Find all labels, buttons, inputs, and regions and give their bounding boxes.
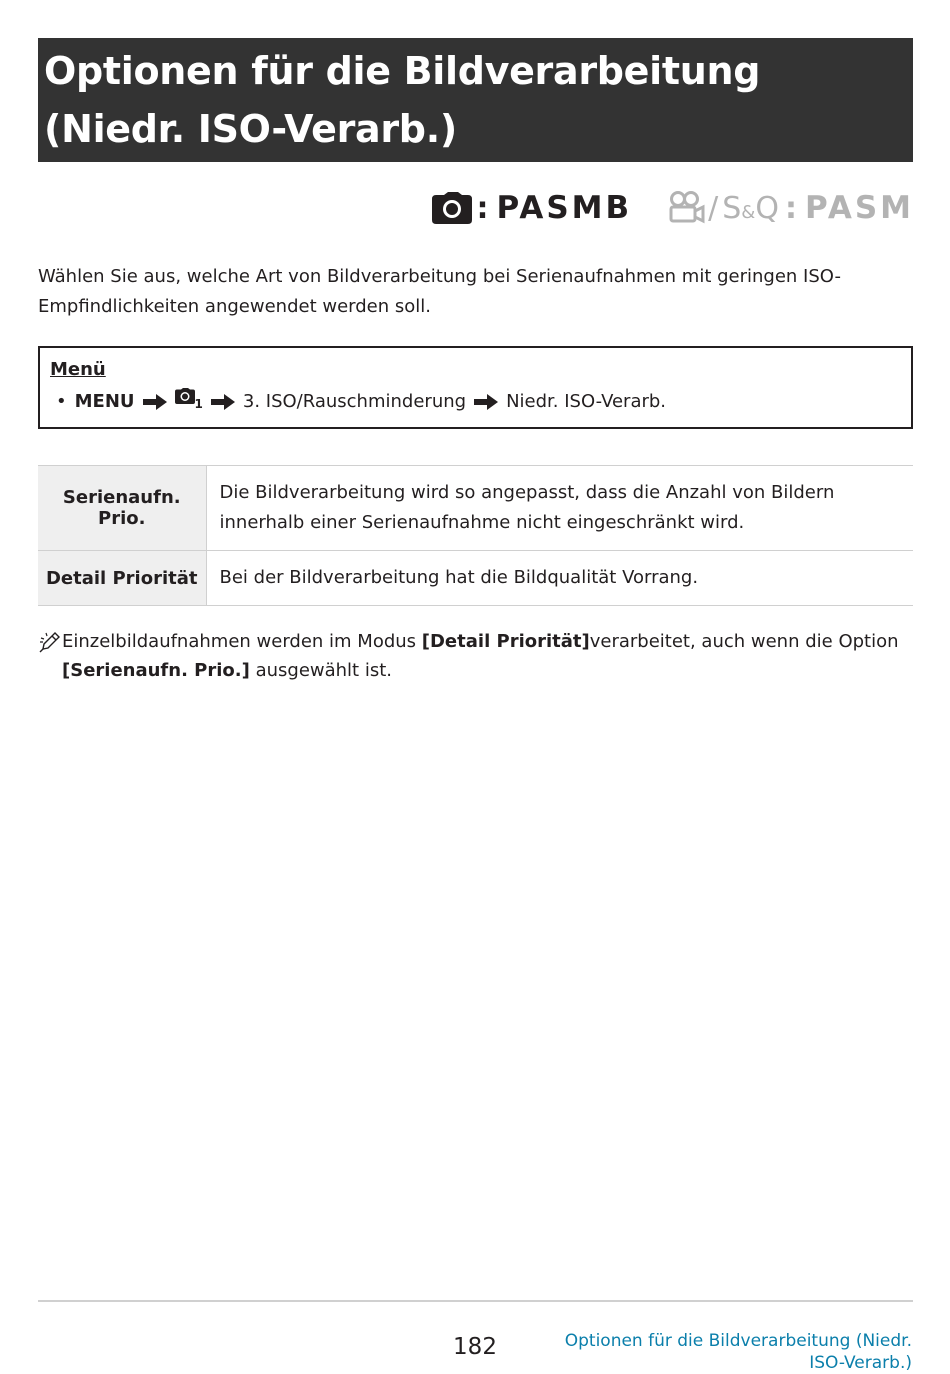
table-row xyxy=(38,551,913,606)
menu-tab-number: 1 xyxy=(194,397,203,411)
option-description: Die Bildverarbeitung wird so angepasst, dass die Anzahl von Bildern innerhalb einer Serienaufnahme nicht eingeschränkt wird. xyxy=(206,466,913,551)
menu-bullet: • xyxy=(56,390,67,412)
camera-icon xyxy=(432,192,472,224)
movie-camera-icon xyxy=(668,191,706,225)
menu-tab xyxy=(175,384,203,419)
still-modes-colon: : xyxy=(476,190,489,226)
option-name: Serienaufn. Prio. xyxy=(38,466,206,551)
sq-q: Q xyxy=(755,190,779,226)
mode-slash: / xyxy=(708,190,719,226)
camera-tab-icon xyxy=(175,388,195,404)
movie-modes xyxy=(668,190,914,226)
mode-indicator xyxy=(410,186,914,230)
sq-mode xyxy=(722,191,779,226)
sq-s: S xyxy=(722,190,742,226)
table-row xyxy=(38,466,913,551)
tip-text-before: Einzelbildaufnahmen werden im Modus xyxy=(62,631,422,652)
tip-pen-icon xyxy=(38,630,62,654)
menu-step-item: Niedr. ISO-Verarb. xyxy=(506,390,667,412)
tip-note xyxy=(38,627,914,685)
arrow-right-icon xyxy=(474,394,498,410)
page-title: Optionen für die Bildverarbeitung (Niedr. ISO-Verarb.) xyxy=(44,49,761,151)
menu-box xyxy=(38,346,913,429)
option-name: Detail Priorität xyxy=(38,551,206,606)
arrow-right-icon xyxy=(143,394,167,410)
tip-bold-serien: [Serienaufn. Prio.] xyxy=(62,660,250,681)
tip-line xyxy=(38,627,914,656)
tip-line xyxy=(38,656,914,685)
option-description: Bei der Bildverarbeitung hat die Bildqualität Vorrang. xyxy=(206,551,913,606)
movie-mode-letters: PASM xyxy=(804,190,914,226)
section-link[interactable]: Optionen für die Bildverarbeitung (Niedr. ISO-Verarb.) xyxy=(564,1331,912,1373)
title-bar xyxy=(38,38,913,162)
tip-text xyxy=(62,627,899,656)
intro-text: Wählen Sie aus, welche Art von Bildverarbeitung bei Serienaufnahmen mit geringen ISO-Empfindlichkeiten angewendet werden soll. xyxy=(38,266,841,317)
movie-modes-colon: : xyxy=(784,190,797,226)
options-table xyxy=(38,465,913,606)
still-mode-letters: PASMB xyxy=(496,190,633,226)
tip-text-middle: verarbeitet, auch wenn die Option xyxy=(589,631,899,652)
menu-step-menu: MENU xyxy=(74,390,135,412)
footer-divider xyxy=(38,1300,913,1302)
arrow-right-icon xyxy=(211,394,235,410)
tip-bold-detail: [Detail Priorität] xyxy=(421,631,590,652)
still-modes xyxy=(432,190,632,226)
page-number: 182 xyxy=(453,1334,497,1360)
menu-step-section: 3. ISO/Rauschminderung xyxy=(242,390,467,412)
tip-text-after: ausgewählt ist. xyxy=(249,660,392,681)
sq-amp: & xyxy=(741,201,756,223)
menu-heading: Menü xyxy=(50,359,106,380)
menu-path xyxy=(50,384,901,419)
